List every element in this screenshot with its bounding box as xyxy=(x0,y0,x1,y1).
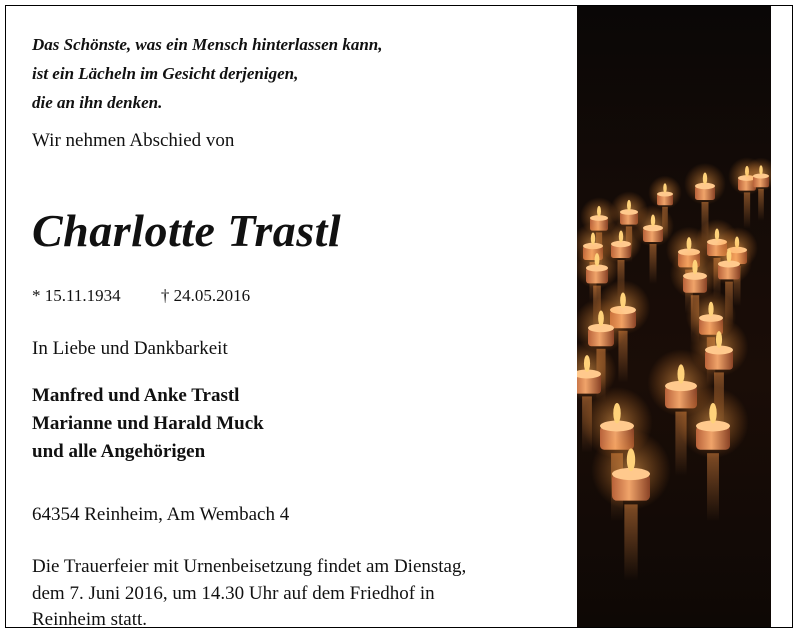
mourner: und alle Angehörigen xyxy=(32,441,206,462)
mourner: Manfred und Anke Trastl xyxy=(32,385,240,406)
quote-line: ist ein Lächeln im Gesicht derjenigen, xyxy=(32,64,299,83)
farewell-intro: Wir nehmen Abschied von xyxy=(32,130,235,151)
notice-line: dem 7. Juni 2016, um 14.30 Uhr auf dem Friedhof in xyxy=(32,582,435,604)
family-address: 64354 Reinheim, Am Wembach 4 xyxy=(32,504,290,525)
notice-line: Reinheim statt. xyxy=(32,609,148,630)
candle xyxy=(591,430,671,580)
birth-date: * 15.11.1934 xyxy=(32,286,121,305)
life-dates xyxy=(32,286,250,306)
right-margin xyxy=(771,6,792,627)
death-date: † 24.05.2016 xyxy=(160,286,251,305)
mourners-list xyxy=(32,382,264,466)
quote-line: die an ihn denken. xyxy=(32,93,163,112)
quote-line: Das Schönste, was ein Mensch hinterlassen kann, xyxy=(32,35,383,54)
deceased-name: Charlotte Trastl xyxy=(32,205,342,256)
love-line: In Liebe und Dankbarkeit xyxy=(32,338,228,359)
mourner: Marianne und Harald Muck xyxy=(32,413,264,434)
funeral-notice xyxy=(32,554,562,634)
candles-illustration xyxy=(577,6,771,627)
memorial-quote xyxy=(32,30,552,117)
notice-line: Die Trauerfeier mit Urnenbeisetzung findet am Dienstag, xyxy=(32,556,467,577)
candles-photo xyxy=(577,6,771,627)
candle xyxy=(677,387,748,521)
